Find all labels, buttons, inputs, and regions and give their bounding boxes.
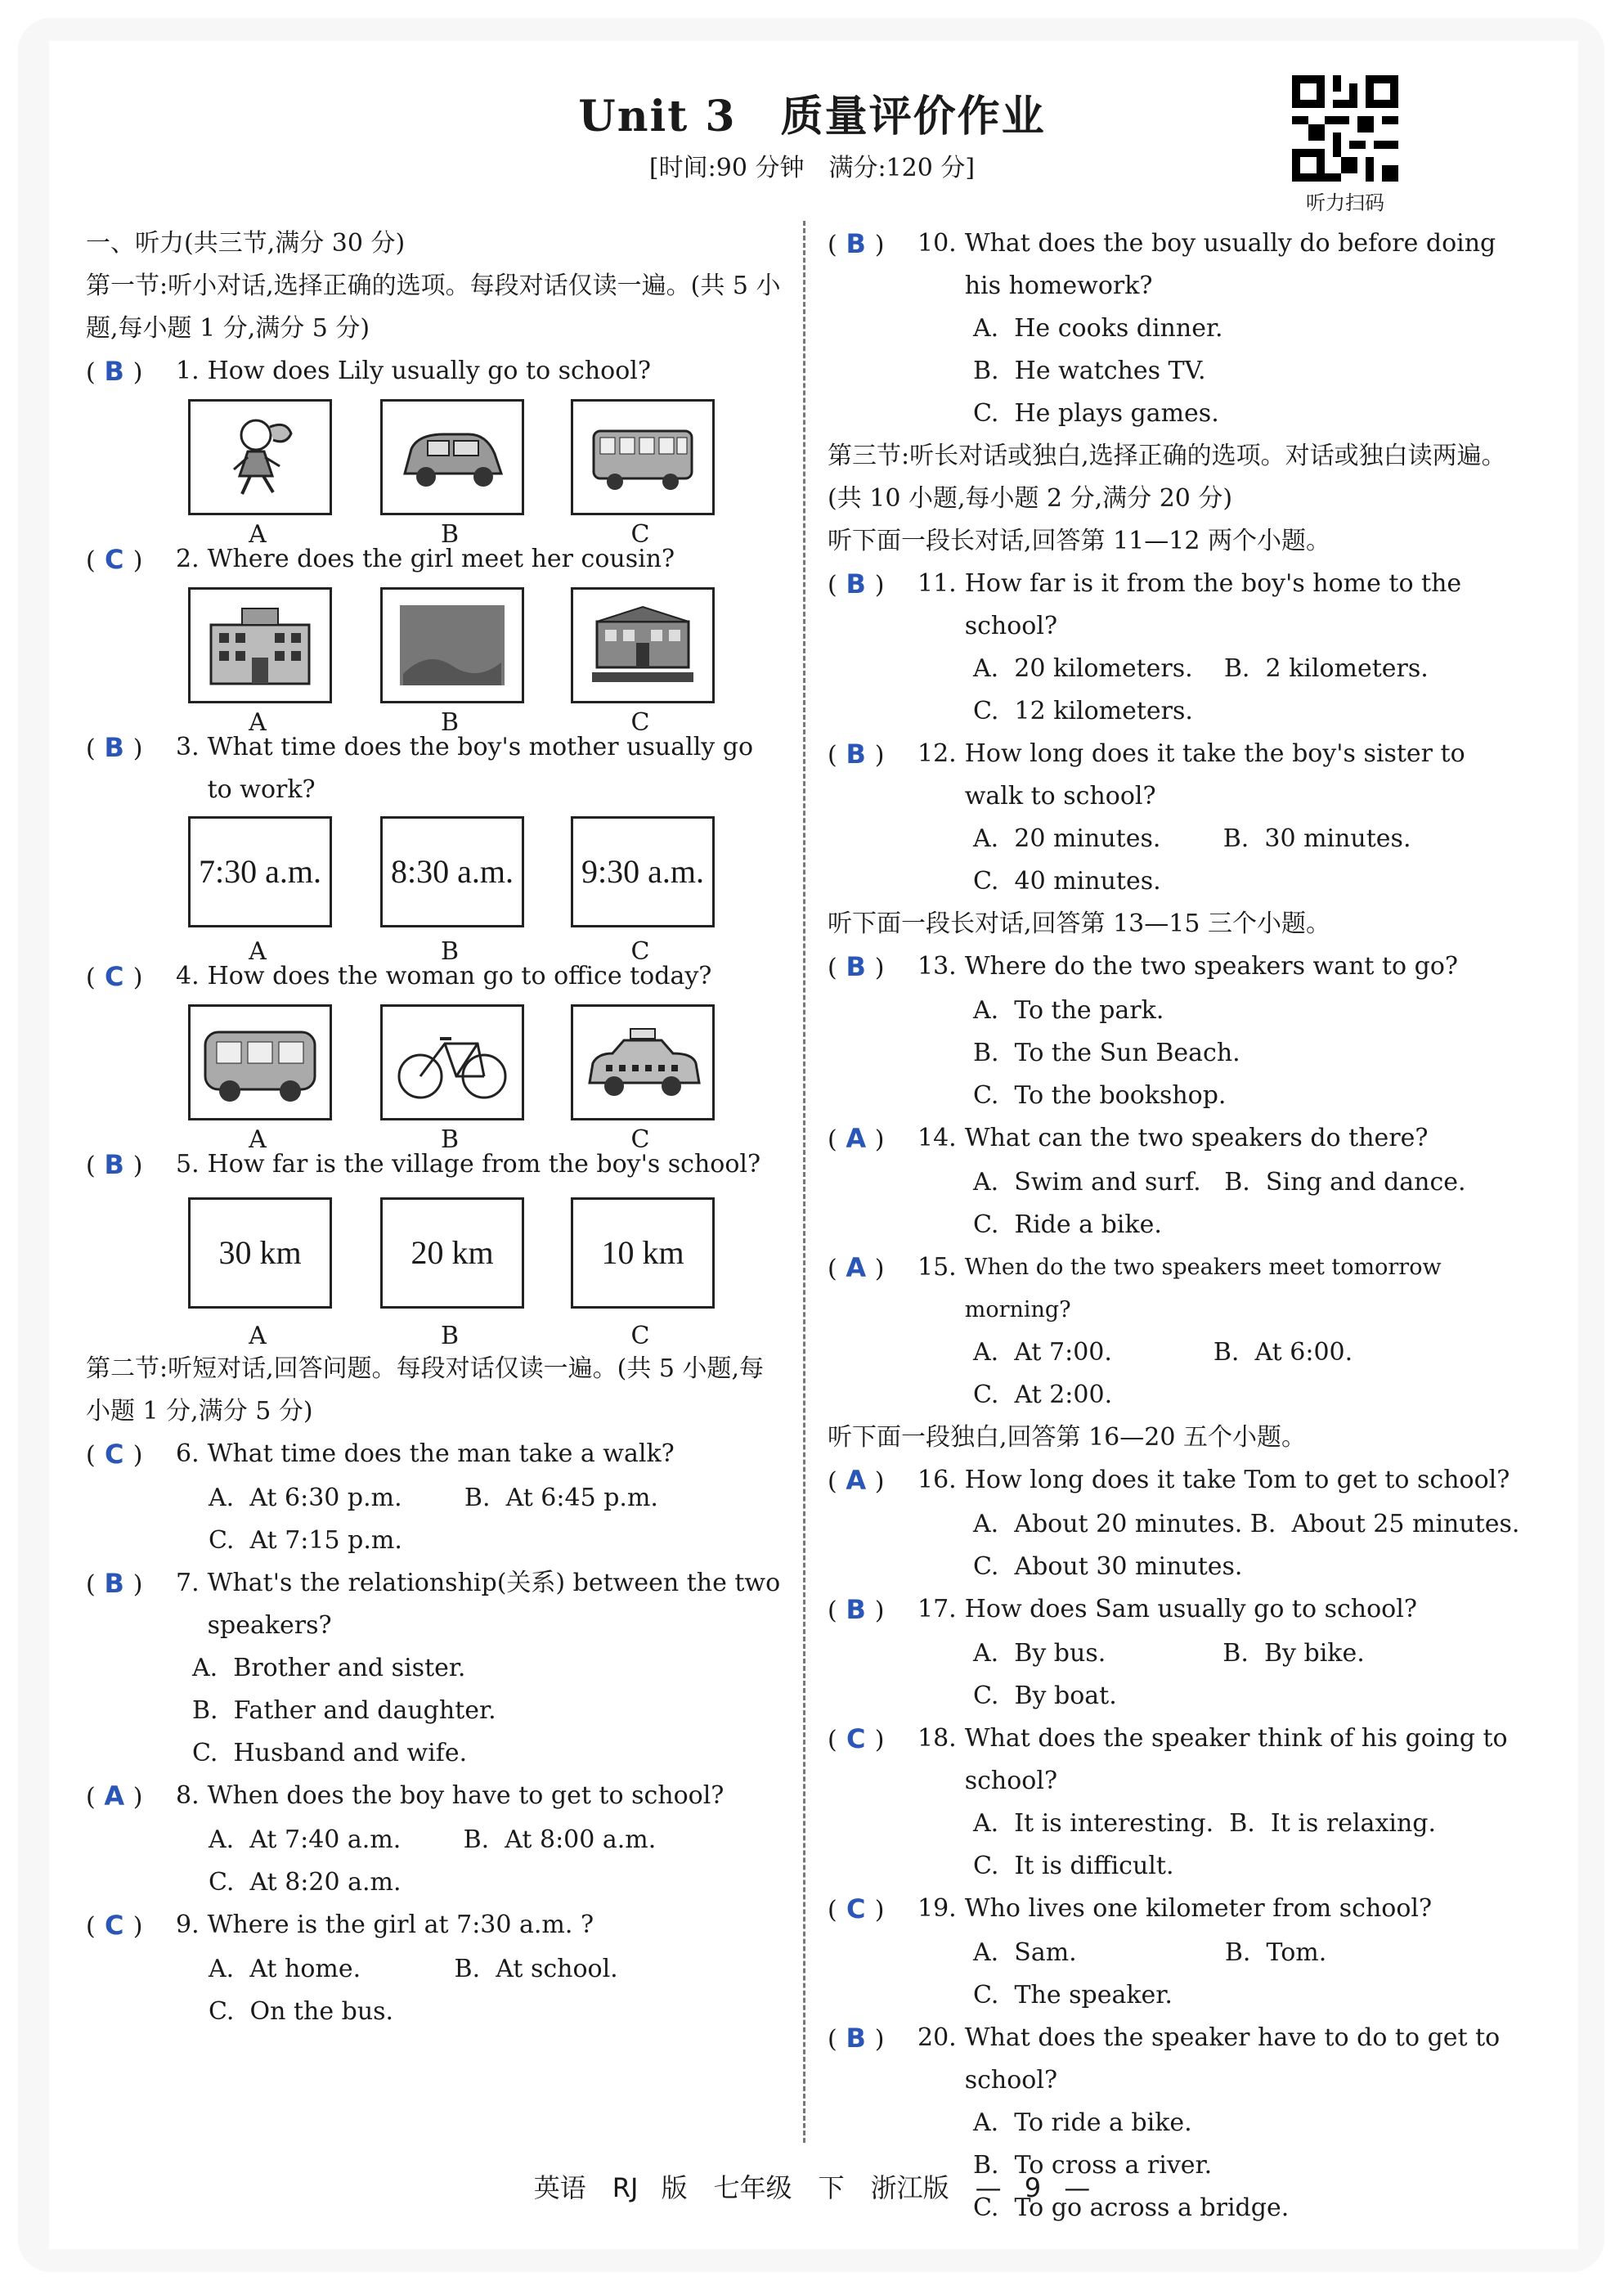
zoo-image[interactable] [380,587,524,703]
question-16: ( A ) 16. How long does it take Tom to get to school? [828,1459,1531,1503]
option-line: A. By bus. B. By bike. [973,1639,1365,1668]
question-5-text: How far is the village from the boy's school? [207,1150,761,1179]
option-line: C. By boat. [973,1682,1117,1710]
question-5: ( B ) 5. How far is the village from the boy's school? [86,1143,785,1188]
distance-box-b[interactable]: 20 km [380,1197,524,1309]
answer-4[interactable]: C [104,961,124,992]
answer-7[interactable]: B [104,1568,124,1599]
question-7: ( B ) 7. What's the relationship(关系) between the two speakers? [86,1562,785,1647]
question-2: ( C ) 2. Where does the girl meet her cousin? [86,538,785,582]
question-1-text: How does Lily usually go to school? [207,357,651,385]
taxi-image[interactable] [571,1004,715,1120]
school-image[interactable] [188,587,332,703]
column-divider [803,221,805,2143]
question-20: ( B ) 20. What does the speaker have to do to get to school? [828,2017,1531,2102]
option-line: A. At home. B. At school. [209,1955,618,1983]
question-14: ( A ) 14. What can the two speakers do there? [828,1117,1531,1161]
question-12: ( B ) 12. How long does it take the boy's sister to walk to school? [828,733,1531,818]
part3-title: 第三节:听长对话或独白,选择正确的选项。对话或独白读两遍。(共 10 小题,每小题 2 分,满分 20 分) [828,442,1506,513]
answer-18[interactable]: C [846,1723,866,1754]
option-line: C. Ride a bike. [973,1210,1162,1239]
answer-15[interactable]: A [846,1252,867,1283]
option-line: B. He watches TV. [973,357,1206,385]
option-line: C. 12 kilometers. [973,697,1193,725]
question-18: ( C ) 18. What does the speaker think of his going to school? [828,1718,1531,1803]
answer-13[interactable]: B [846,951,866,982]
option-line: C. Husband and wife. [192,1739,468,1767]
answer-3[interactable]: B [104,732,124,763]
intro-11-12: 听下面一段长对话,回答第 11—12 两个小题。 [828,527,1330,555]
answer-16[interactable]: A [846,1465,867,1496]
question-13: ( B ) 13. Where do the two speakers want to go? [828,945,1531,990]
intro-13-15: 听下面一段长对话,回答第 13—15 三个小题。 [828,909,1330,938]
option-line: B. To cross a river. [973,2151,1213,2180]
answer-12[interactable]: B [846,739,866,770]
question-9: ( C ) 9. Where is the girl at 7:30 a.m. ? [86,1904,785,1948]
option-line: A. He cooks dinner. [973,314,1223,343]
question-8: ( A ) 8. When does the boy have to get to school? [86,1775,785,1819]
question-17: ( B ) 17. How does Sam usually go to school? [828,1588,1531,1632]
option-line: B. To the Sun Beach. [973,1039,1240,1067]
option-line: C. To the bookshop. [973,1081,1227,1110]
option-line: A. About 20 minutes. B. About 25 minutes. [973,1510,1520,1538]
car-image[interactable] [380,399,524,515]
question-4-pictures: A B C [86,1004,785,1143]
station-image[interactable] [571,587,715,703]
answer-5[interactable]: B [104,1149,124,1180]
distance-box-c[interactable]: 10 km [571,1197,715,1309]
option-line: C. At 7:15 p.m. [209,1526,402,1555]
option-line: A. At 7:40 a.m. B. At 8:00 a.m. [209,1825,657,1854]
question-4: ( C ) 4. How does the woman go to office today? [86,955,785,999]
option-line: A. To ride a bike. [973,2108,1192,2137]
option-line: A. 20 minutes. B. 30 minutes. [973,824,1411,853]
answer-19[interactable]: C [846,1893,866,1924]
option-line: A. 20 kilometers. B. 2 kilometers. [973,654,1429,683]
question-11: ( B ) 11. How far is it from the boy's home to the school? [828,563,1531,648]
bike-image[interactable] [380,1004,524,1120]
question-15: ( A ) 15. When do the two speakers meet tomorrow morning? [828,1246,1531,1331]
page-subtitle: [时间:90 分钟 满分:120 分] [648,154,976,182]
option-line: B. Father and daughter. [192,1696,496,1725]
page-footer: 英语 RJ 版 七年级 下 浙江版 — 9 — [533,2172,1091,2203]
question-1-pictures: A B C [86,399,785,538]
option-line: A. To the park. [973,996,1164,1025]
option-line: A. Swim and surf. B. Sing and dance. [973,1168,1466,1197]
option-line: A. It is interesting. B. It is relaxing. [973,1809,1437,1838]
distance-box-a[interactable]: 30 km [188,1197,332,1309]
question-10: ( B ) 10. What does the boy usually do before doing his homework? [828,222,1531,308]
answer-20[interactable]: B [846,2023,866,2054]
question-1: ( B ) 1. How does Lily usually go to school? [86,350,785,394]
question-2-text: Where does the girl meet her cousin? [207,545,675,573]
answer-2[interactable]: C [104,544,124,575]
question-2-pictures: A B C [86,587,785,726]
option-line: C. On the bus. [209,1997,394,2026]
question-19: ( C ) 19. Who lives one kilometer from school? [828,1888,1531,1932]
left-column [86,222,785,2033]
girl-walking-image[interactable] [188,399,332,515]
option-line: A. Sam. B. Tom. [973,1938,1327,1967]
answer-17[interactable]: B [846,1594,866,1625]
time-box-a[interactable]: 7:30 a.m. [188,816,332,927]
question-3: ( B ) 3. What time does the boy's mother usually go to work? [86,726,785,811]
option-line: C. It is difficult. [973,1852,1174,1880]
question-3-text: What time does the boy's mother usually go to work? [207,733,754,804]
part2-title: 第二节:听短对话,回答问题。每段对话仅读一遍。(共 5 小题,每小题 1 分,满分 5 分) [86,1354,765,1426]
qr-code-icon[interactable] [1292,75,1398,182]
option-line: C. To go across a bridge. [973,2193,1290,2222]
question-6: ( C ) 6. What time does the man take a walk? [86,1433,785,1477]
option-line: C. At 8:20 a.m. [209,1868,402,1897]
time-box-c[interactable]: 9:30 a.m. [571,816,715,927]
right-column [828,222,1531,2229]
option-line: C. He plays games. [973,399,1219,428]
answer-10[interactable]: B [846,228,866,259]
answer-14[interactable]: A [846,1123,867,1154]
option-line: C. The speaker. [973,1981,1173,2009]
answer-9[interactable]: C [104,1910,124,1941]
option-line: C. 40 minutes. [973,867,1161,896]
answer-6[interactable]: C [104,1439,124,1470]
bus-image[interactable] [571,399,715,515]
question-4-text: How does the woman go to office today? [207,962,712,990]
time-box-b[interactable]: 8:30 a.m. [380,816,524,927]
section-title: 一、听力(共三节,满分 30 分) [86,229,406,258]
qr-label: 听力扫码 [1306,191,1384,214]
question-3-boxes: 7:30 a.m. 8:30 a.m. 9:30 a.m. A B C [86,816,785,955]
bus-image[interactable] [188,1004,332,1120]
question-5-boxes: 30 km 20 km 10 km A B C [86,1192,785,1348]
option-line: C. At 2:00. [973,1381,1113,1409]
option-line: A. At 7:00. B. At 6:00. [973,1338,1353,1367]
answer-1[interactable]: B [104,356,124,387]
intro-16-20: 听下面一段独白,回答第 16—20 五个小题。 [828,1423,1306,1452]
option-line: C. About 30 minutes. [973,1552,1243,1581]
part1-title: 第一节:听小对话,选择正确的选项。每段对话仅读一遍。(共 5 小题,每小题 1 分,满分 5 分) [86,272,781,343]
page-title: Unit 3 质量评价作业 [578,92,1046,141]
answer-11[interactable]: B [846,568,866,599]
option-line: A. Brother and sister. [192,1654,466,1682]
option-line: A. At 6:30 p.m. B. At 6:45 p.m. [209,1484,658,1512]
answer-8[interactable]: A [104,1780,125,1812]
